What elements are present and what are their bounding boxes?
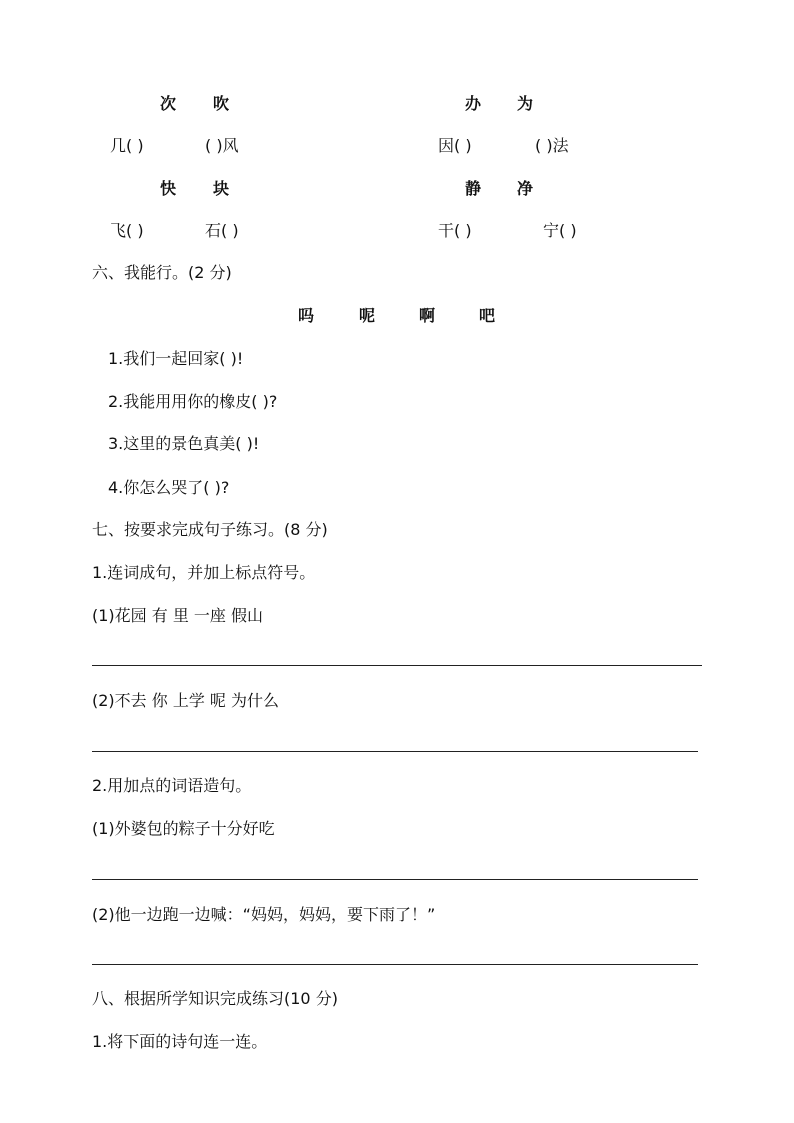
- word-option-3: 啊: [419, 306, 436, 325]
- blank-fill-pair1-a[interactable]: 几( ): [110, 136, 144, 155]
- section6-title: 六、我能行。(2 分): [92, 263, 232, 282]
- word-option-1: 吗: [298, 306, 315, 325]
- answer-line-q1-2[interactable]: [92, 751, 698, 752]
- section7-q1-item-1: (1)花园 有 里 一座 假山: [92, 606, 264, 625]
- word-option-4: 吧: [479, 306, 496, 325]
- section6-item-4[interactable]: 4.你怎么哭了( )?: [108, 478, 230, 497]
- pair2-char2: 为: [517, 94, 534, 113]
- blank-fill-pair4-b[interactable]: 宁( ): [543, 221, 577, 240]
- section8-title: 八、根据所学知识完成练习(10 分): [92, 989, 338, 1008]
- answer-line-q1-1[interactable]: [92, 665, 702, 666]
- answer-line-q2-1[interactable]: [92, 879, 698, 880]
- pair1-char1: 次: [160, 94, 177, 113]
- blank-fill-pair1-b[interactable]: ( )风: [205, 136, 239, 155]
- answer-line-q2-2[interactable]: [92, 964, 698, 965]
- section7-q2-item-1: (1)外婆包的粽子十分好吃: [92, 819, 275, 838]
- section7-q1-item-2: (2)不去 你 上学 呢 为什么: [92, 691, 280, 710]
- pair1-char2: 吹: [213, 94, 230, 113]
- section7-q1-title: 1.连词成句，并加上标点符号。: [92, 563, 316, 582]
- blank-fill-pair4-a[interactable]: 干( ): [438, 221, 472, 240]
- section7-q2-item-2: (2)他一边跑一边喊：“妈妈，妈妈，要下雨了！”: [92, 905, 436, 924]
- section6-item-1[interactable]: 1.我们一起回家( )!: [108, 349, 244, 368]
- pair4-char1: 静: [465, 179, 482, 198]
- blank-fill-pair3-a[interactable]: 飞( ): [110, 221, 144, 240]
- section7-q2-title: 2.用加点的词语造句。: [92, 776, 252, 795]
- blank-fill-pair2-b[interactable]: ( )法: [535, 136, 569, 155]
- pair3-char2: 块: [213, 179, 230, 198]
- section7-title: 七、按要求完成句子练习。(8 分): [92, 520, 328, 539]
- pair2-char1: 办: [465, 94, 482, 113]
- section8-q1-title: 1.将下面的诗句连一连。: [92, 1032, 268, 1051]
- blank-fill-pair3-b[interactable]: 石( ): [205, 221, 239, 240]
- pair3-char1: 快: [160, 179, 177, 198]
- section6-item-2[interactable]: 2.我能用用你的橡皮( )?: [108, 392, 278, 411]
- blank-fill-pair2-a[interactable]: 因( ): [438, 136, 472, 155]
- section6-item-3[interactable]: 3.这里的景色真美( )!: [108, 434, 260, 453]
- pair4-char2: 净: [517, 179, 534, 198]
- word-option-2: 呢: [359, 306, 376, 325]
